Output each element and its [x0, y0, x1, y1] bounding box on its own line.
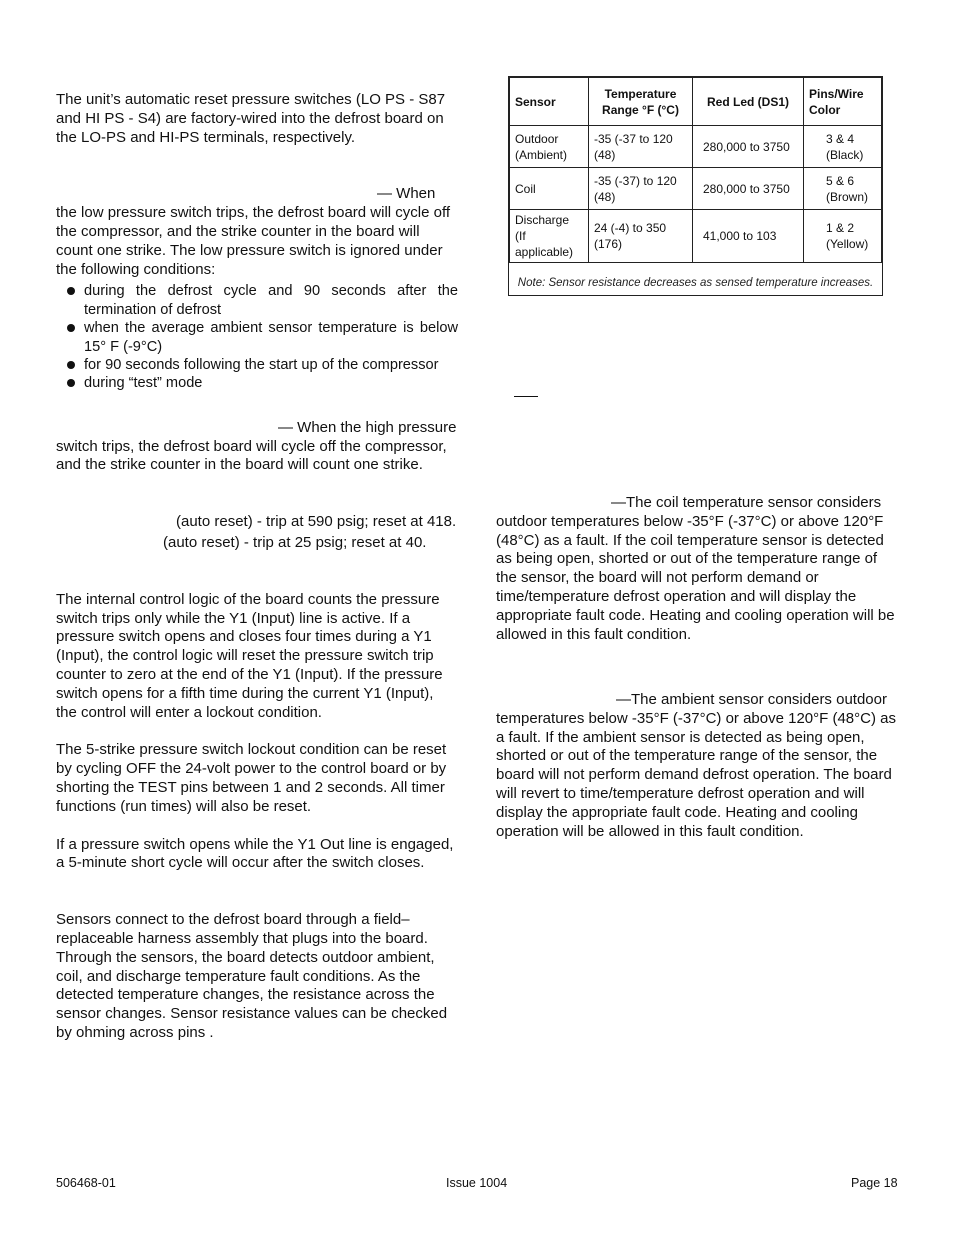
table-row	[510, 126, 882, 168]
horizontal-rule	[514, 396, 538, 397]
sensor-table	[508, 76, 883, 296]
table-cell: 1 & 2 (Yellow)	[804, 210, 882, 263]
table-header-cell: Temperature Range °F (°C)	[589, 78, 693, 126]
ambient-sensor-paragraph: —The ambient sensor considers outdoor temperatures below -35°F (-37°C) or above 120°F (48°C) as a fault. If the ambient sensor is detected as being open, shorted or out of the temperature range of the sensor, the board will not perform demand defrost operation. The board will revert to time/temperature defrost operation and will display the appropriate fault code. Heating and cooling operation will be allowed in this fault condition.	[496, 691, 896, 840]
footer-page-number: Page 18	[851, 1176, 898, 1190]
table-cell: 280,000 to 3750	[693, 168, 804, 210]
coil-sensor-paragraph: —The coil temperature sensor considers outdoor temperatures below -35°F (-37°C) or above 120°F (48°C) as a fault. If the coil temperature sensor is detected as being open, shorted or out of the temperature range of the sensor, the board will not perform demand or time/temperature defrost operation and will display the appropriate fault code. Heating and cooling operation will be allowed in this fault condition.	[496, 494, 895, 643]
table-cell: 24 (-4) to 350 (176)	[589, 210, 693, 263]
lo-ps-spec: (auto reset) - trip at 25 psig; reset at 40.	[163, 534, 427, 551]
low-pressure-paragraph: — When the low pressure switch trips, the defrost board will cycle off the compressor, and the strike counter in the board will count one strike. The low pressure switch is ignored under the following conditions:	[56, 185, 451, 278]
right-column	[496, 494, 898, 644]
list-item: for 90 seconds following the start up of the compressor	[84, 356, 458, 374]
table-cell: -35 (-37) to 120 (48)	[589, 168, 693, 210]
y1-out-paragraph: If a pressure switch opens while the Y1 Out line is engaged, a 5-minute short cycle will occur after the switch closes.	[56, 835, 454, 872]
bullet-icon	[67, 361, 75, 369]
table-header-cell: Pins/Wire Color	[804, 78, 882, 126]
table-cell: -35 (-37 to 120 (48)	[589, 126, 693, 168]
table-cell: Discharge (If applicable)	[510, 210, 589, 263]
bullet-icon	[67, 324, 75, 332]
table-cell: Outdoor (Ambient)	[510, 126, 589, 168]
list-item: during the defrost cycle and 90 seconds after the termination of defrost	[84, 282, 458, 319]
hi-ps-spec: (auto reset) - trip at 590 psig; reset at 418.	[176, 513, 457, 531]
footer-doc-number: 506468-01	[56, 1176, 116, 1190]
left-column	[56, 91, 458, 1043]
footer-issue: Issue 1004	[446, 1176, 508, 1190]
low-pressure-conditions-list	[56, 282, 458, 392]
bullet-icon	[67, 379, 75, 387]
lockout-reset-paragraph: The 5-strike pressure switch lockout condition can be reset by cycling OFF the 24-volt power to the control board or by shorting the TEST pins between 1 and 2 seconds. All timer functions (run times) will also be reset.	[56, 741, 447, 815]
table-cell: 3 & 4 (Black)	[804, 126, 882, 168]
high-pressure-paragraph: — When the high pressure switch trips, the defrost board will cycle off the compressor, and the strike counter in the board will count one strike.	[56, 418, 457, 474]
list-item: when the average ambient sensor temperature is below 15° F (-9°C)	[84, 319, 458, 356]
table-cell: 41,000 to 103	[693, 210, 804, 263]
table-header-cell: Red Led (DS1)	[693, 78, 804, 126]
right-column-lower	[496, 691, 898, 841]
table-row	[510, 210, 882, 263]
table-header-cell: Sensor	[510, 78, 589, 126]
bullet-icon	[67, 287, 75, 295]
table-cell: Coil	[510, 168, 589, 210]
list-item: during “test” mode	[84, 374, 458, 392]
table-cell: 5 & 6 (Brown)	[804, 168, 882, 210]
sensors-paragraph: Sensors connect to the defrost board through a field–replaceable harness assembly that plugs into the board. Through the sensors, the board detects outdoor ambient, coil, and discharge temperature fault conditions. As the detected temperature changes, the resistance across the sensor changes. Sensor resistance values can be checked by ohming across pins .	[56, 911, 448, 1041]
table-row	[510, 168, 882, 210]
control-logic-paragraph: The internal control logic of the board counts the pressure switch trips only while the Y1 (Input) line is active. If a pressure switch opens and closes four times during a Y1 (Input), the control logic will reset the pressure switch trip counter to zero at the end of the Y1 (Input). If the pressure switch opens for a fifth time during the current Y1 (Input), the control will enter a lockout condition.	[56, 590, 443, 721]
table-header-row	[510, 78, 882, 126]
intro-paragraph: The unit’s automatic reset pressure switches (LO PS - S87 and HI PS - S4) are factory-wired into the defrost board on the LO-PS and HI-PS terminals, respectively.	[56, 91, 446, 146]
table-note: Note: Sensor resistance decreases as sensed temperature increases.	[517, 277, 874, 289]
table-cell: 280,000 to 3750	[693, 126, 804, 168]
